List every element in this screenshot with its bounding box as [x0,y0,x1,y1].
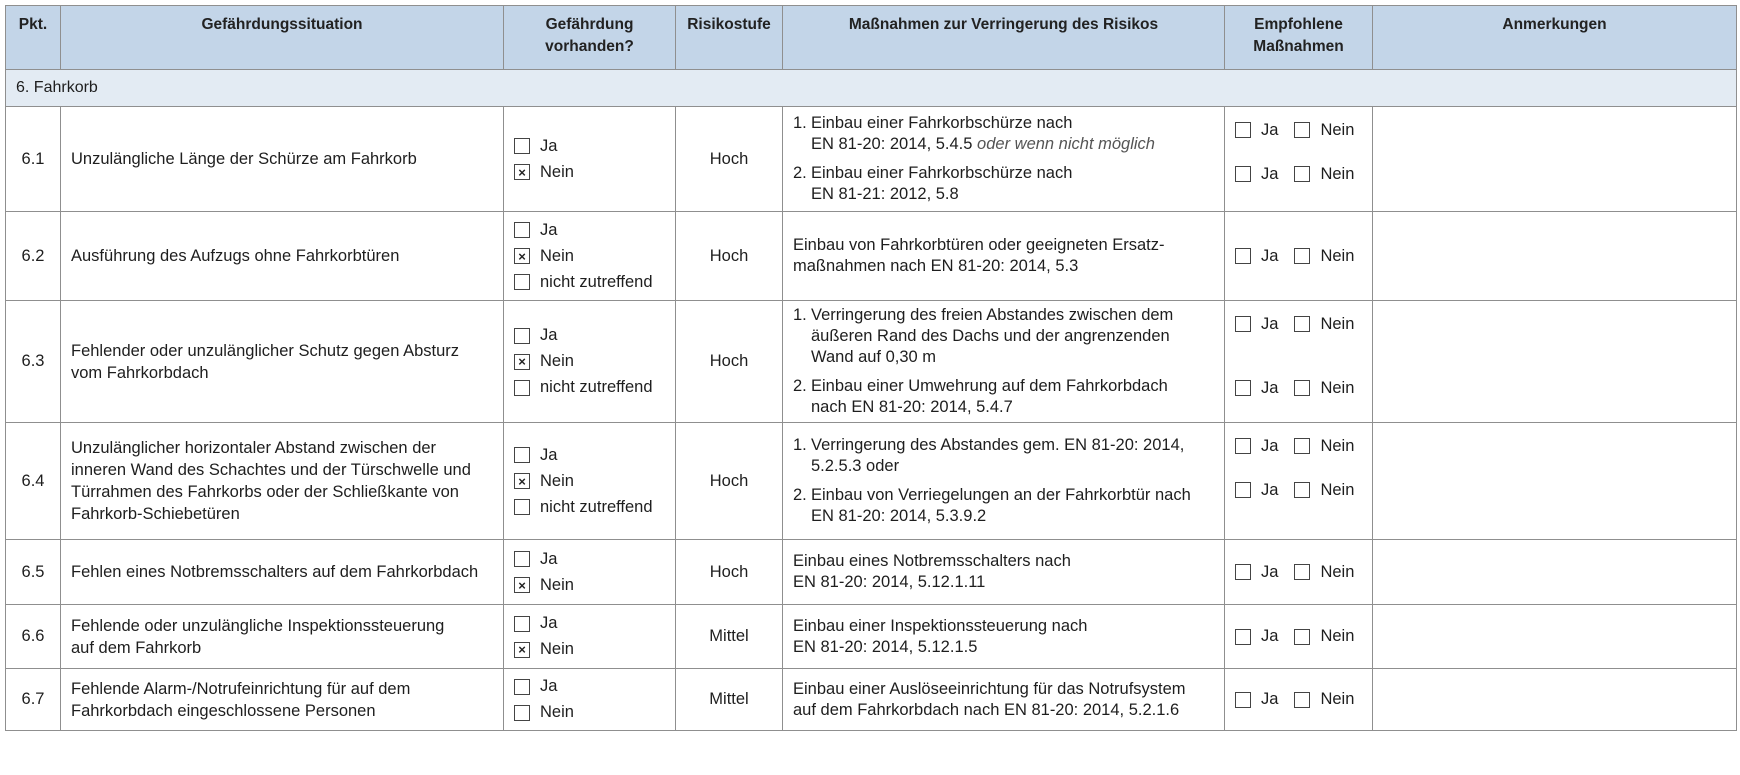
hazard-na-checkbox[interactable] [514,380,530,396]
hazard-ja-label: Ja [540,677,558,695]
hazard-nein-label: Nein [540,246,574,265]
recommended-ja-label: Ja [1261,314,1279,333]
section-row [6,70,1737,107]
remarks-cell[interactable] [1373,212,1737,301]
hazard-ja-checkbox[interactable] [514,616,530,632]
measure-number: 2. [793,486,807,504]
remarks-cell[interactable] [1373,669,1737,731]
measure-text: Verringerung des Abstandes gem. EN 81-20: 2014, [811,436,1185,454]
hazard-ja-checkbox[interactable] [514,138,530,154]
row-measures [783,540,1225,605]
hazard-nein-checkbox[interactable]: × [514,473,530,489]
measure-text: Einbau einer Auslöseeinrichtung für das Notrufsystem [793,679,1186,698]
situation-text: Fehlende Alarm-/Notrufeinrichtung für auf dem [71,679,411,698]
hazard-na-label: nicht zutreffend [540,497,653,516]
recommended-ja-checkbox[interactable] [1235,248,1251,264]
recommended-nein-checkbox[interactable] [1294,166,1310,182]
measure-text: Einbau von Fahrkorbtüren oder geeigneten Ersatz- [793,236,1165,254]
recommended-nein-label: Nein [1320,480,1355,499]
hazard-ja-label: Ja [540,326,558,344]
row-situation: Fehlen eines Notbremsschalters auf dem Fahrkorbdach [61,540,504,605]
measure-text: Einbau von Verriegelungen an der Fahrkorbtür nach [811,486,1191,504]
recommended-options [1225,669,1373,731]
measure-number: 1. [793,114,807,132]
hazard-nein-checkbox[interactable] [514,705,530,721]
recommended-ja-label: Ja [1261,120,1279,139]
row-pkt: 6.4 [6,423,61,540]
recommended-nein-checkbox[interactable] [1294,629,1310,645]
row-risk: Hoch [676,301,783,423]
row-risk: Hoch [676,212,783,301]
header-remarks: Anmerkungen [1373,6,1737,70]
measure-text: 5.2.5.3 oder [811,457,900,475]
hazard-nein-checkbox[interactable]: × [514,354,530,370]
measure-text: EN 81-21: 2012, 5.8 [811,185,959,203]
situation-text: Fahrkorbdach eingeschlossene Personen [71,701,376,720]
hazard-ja-label: Ja [540,614,558,632]
measure-text: EN 81-20: 2014, 5.3.9.2 [811,507,987,525]
hazard-ja-label: Ja [540,220,558,239]
header-recommended [1225,6,1373,70]
header-situation: Gefährdungssituation [61,6,504,70]
recommended-nein-label: Nein [1320,246,1355,265]
row-risk: Hoch [676,423,783,540]
remarks-cell[interactable] [1373,107,1737,212]
hazard-nein-label: Nein [540,352,574,370]
header-present [504,6,676,70]
recommended-nein-checkbox[interactable] [1294,482,1310,498]
hazard-na-label: nicht zutreffend [540,272,653,291]
row-situation [61,301,504,423]
recommended-nein-label: Nein [1320,690,1355,708]
recommended-nein-label: Nein [1320,314,1355,333]
situation-text: Türrahmen des Fahrkorbs oder der Schließkante von [71,483,459,501]
row-risk: Hoch [676,107,783,212]
row-situation [61,423,504,540]
hazard-na-checkbox[interactable] [514,274,530,290]
row-pkt: 6.5 [6,540,61,605]
remarks-cell[interactable] [1373,605,1737,669]
situation-text: Fehlender oder unzulänglicher Schutz gegen Absturz [71,341,459,360]
hazard-ja-checkbox[interactable] [514,222,530,238]
row-situation: Ausführung des Aufzugs ohne Fahrkorbtüren [61,212,504,301]
hazard-ja-checkbox[interactable] [514,328,530,344]
recommended-ja-label: Ja [1261,164,1279,183]
hazard-nein-checkbox[interactable]: × [514,248,530,264]
measure-number: 1. [793,306,807,324]
header-risk: Risikostufe [676,6,783,70]
recommended-ja-label: Ja [1261,690,1279,708]
measure-text: maßnahmen nach EN 81-20: 2014, 5.3 [793,257,1079,275]
recommended-options [1225,423,1373,540]
situation-text: Unzulänglicher horizontaler Abstand zwischen der [71,439,437,457]
recommended-ja-checkbox[interactable] [1235,564,1251,580]
recommended-ja-label: Ja [1261,562,1279,581]
recommended-options [1225,605,1373,669]
measure-number: 2. [793,164,807,182]
recommended-nein-label: Nein [1320,164,1355,183]
table-row [6,212,1737,301]
measure-text: Einbau einer Inspektionssteuerung nach [793,616,1088,635]
recommended-options [1225,212,1373,301]
row-measures [783,669,1225,731]
risk-assessment-table [5,5,1737,731]
hazard-present-options [504,301,676,423]
table-row [6,669,1737,731]
recommended-nein-label: Nein [1320,562,1355,581]
recommended-nein-label: Nein [1320,120,1355,139]
situation-text: vom Fahrkorbdach [71,363,209,382]
hazard-nein-label: Nein [540,575,574,594]
hazard-nein-checkbox[interactable]: × [514,164,530,180]
hazard-present-options [504,605,676,669]
situation-text: inneren Wand des Schachtes und der Türschwelle und [71,461,471,479]
recommended-options [1225,540,1373,605]
row-measures [783,301,1225,423]
measure-text: äußeren Rand des Dachs und der angrenzenden [811,327,1170,345]
hazard-ja-checkbox[interactable] [514,679,530,695]
remarks-cell[interactable] [1373,301,1737,423]
measure-text: Verringerung des freien Abstandes zwischen dem [811,306,1174,324]
measure-number: 1. [793,436,807,454]
row-risk: Mittel [676,669,783,731]
measure-text: EN 81-20: 2014, 5.12.1.11 [793,573,986,591]
header-measures: Maßnahmen zur Verringerung des Risikos [783,6,1225,70]
row-measures [783,107,1225,212]
table-row [6,301,1737,423]
hazard-nein-checkbox[interactable]: × [514,577,530,593]
hazard-ja-label: Ja [540,136,558,155]
recommended-ja-label: Ja [1261,246,1279,265]
hazard-present-options [504,212,676,301]
row-measures [783,212,1225,301]
recommended-ja-checkbox[interactable] [1235,438,1251,454]
situation-text: auf dem Fahrkorb [71,638,202,657]
measure-text: auf dem Fahrkorbdach nach EN 81-20: 2014, 5.2.1.6 [793,700,1180,719]
header-recommended-line2: Maßnahmen [1253,38,1344,55]
recommended-nein-checkbox[interactable] [1294,564,1310,580]
hazard-nein-label: Nein [540,703,574,721]
header-pkt: Pkt. [6,6,61,70]
recommended-ja-checkbox[interactable] [1235,692,1251,708]
hazard-ja-checkbox[interactable] [514,447,530,463]
hazard-nein-label: Nein [540,471,574,490]
recommended-ja-checkbox[interactable] [1235,166,1251,182]
hazard-ja-label: Ja [540,549,558,568]
recommended-options [1225,107,1373,212]
hazard-ja-checkbox[interactable] [514,551,530,567]
header-present-line2: vorhanden? [545,38,634,55]
table-row [6,540,1737,605]
row-pkt: 6.2 [6,212,61,301]
measure-text: EN 81-20: 2014, 5.4.5 [811,135,973,153]
measure-text: Einbau einer Fahrkorbschürze nach [811,114,1073,132]
recommended-ja-label: Ja [1261,480,1279,499]
hazard-na-checkbox[interactable] [514,499,530,515]
recommended-nein-label: Nein [1320,378,1355,397]
measure-text: Wand auf 0,30 m [811,348,937,366]
row-situation: Unzulängliche Länge der Schürze am Fahrkorb [61,107,504,212]
measure-text: Einbau einer Fahrkorbschürze nach [811,164,1073,182]
hazard-nein-label: Nein [540,640,574,658]
row-situation [61,605,504,669]
situation-text: Fahrkorb-Schiebetüren [71,505,240,523]
hazard-nein-label: Nein [540,162,574,181]
measure-note: oder wenn nicht möglich [977,135,1155,153]
hazard-ja-label: Ja [540,445,558,464]
recommended-ja-label: Ja [1261,627,1279,645]
recommended-options [1225,301,1373,423]
row-situation [61,669,504,731]
hazard-present-options [504,423,676,540]
hazard-present-options [504,540,676,605]
remarks-cell[interactable] [1373,540,1737,605]
hazard-na-label: nicht zutreffend [540,378,653,396]
measure-text: EN 81-20: 2014, 5.12.1.5 [793,637,978,656]
hazard-nein-checkbox[interactable]: × [514,642,530,658]
header-present-line1: Gefährdung [545,16,634,33]
measure-text: Einbau einer Umwehrung auf dem Fahrkorbdach [811,377,1168,395]
recommended-ja-checkbox[interactable] [1235,316,1251,332]
recommended-nein-label: Nein [1320,627,1355,645]
recommended-ja-checkbox[interactable] [1235,629,1251,645]
header-recommended-line1: Empfohlene [1254,16,1343,33]
situation-text: Fehlende oder unzulängliche Inspektionssteuerung [71,616,445,635]
recommended-nein-checkbox[interactable] [1294,692,1310,708]
recommended-nein-label: Nein [1320,436,1355,455]
table-row [6,423,1737,540]
recommended-ja-checkbox[interactable] [1235,482,1251,498]
recommended-nein-checkbox[interactable] [1294,248,1310,264]
recommended-ja-checkbox[interactable] [1235,380,1251,396]
measure-number: 2. [793,377,807,395]
measure-text: nach EN 81-20: 2014, 5.4.7 [811,398,1013,416]
recommended-nein-checkbox[interactable] [1294,380,1310,396]
hazard-present-options [504,669,676,731]
table-row [6,605,1737,669]
table-row [6,107,1737,212]
recommended-nein-checkbox[interactable] [1294,316,1310,332]
remarks-cell[interactable] [1373,423,1737,540]
recommended-nein-checkbox[interactable] [1294,122,1310,138]
recommended-ja-label: Ja [1261,378,1279,397]
row-pkt: 6.3 [6,301,61,423]
header-row [6,6,1737,70]
row-measures [783,423,1225,540]
recommended-ja-label: Ja [1261,436,1279,455]
row-pkt: 6.6 [6,605,61,669]
recommended-ja-checkbox[interactable] [1235,122,1251,138]
recommended-nein-checkbox[interactable] [1294,438,1310,454]
section-title: 6. Fahrkorb [6,70,1737,107]
row-risk: Hoch [676,540,783,605]
row-pkt: 6.7 [6,669,61,731]
row-risk: Mittel [676,605,783,669]
row-pkt: 6.1 [6,107,61,212]
measure-text: Einbau eines Notbremsschalters nach [793,552,1071,570]
row-measures [783,605,1225,669]
hazard-present-options [504,107,676,212]
